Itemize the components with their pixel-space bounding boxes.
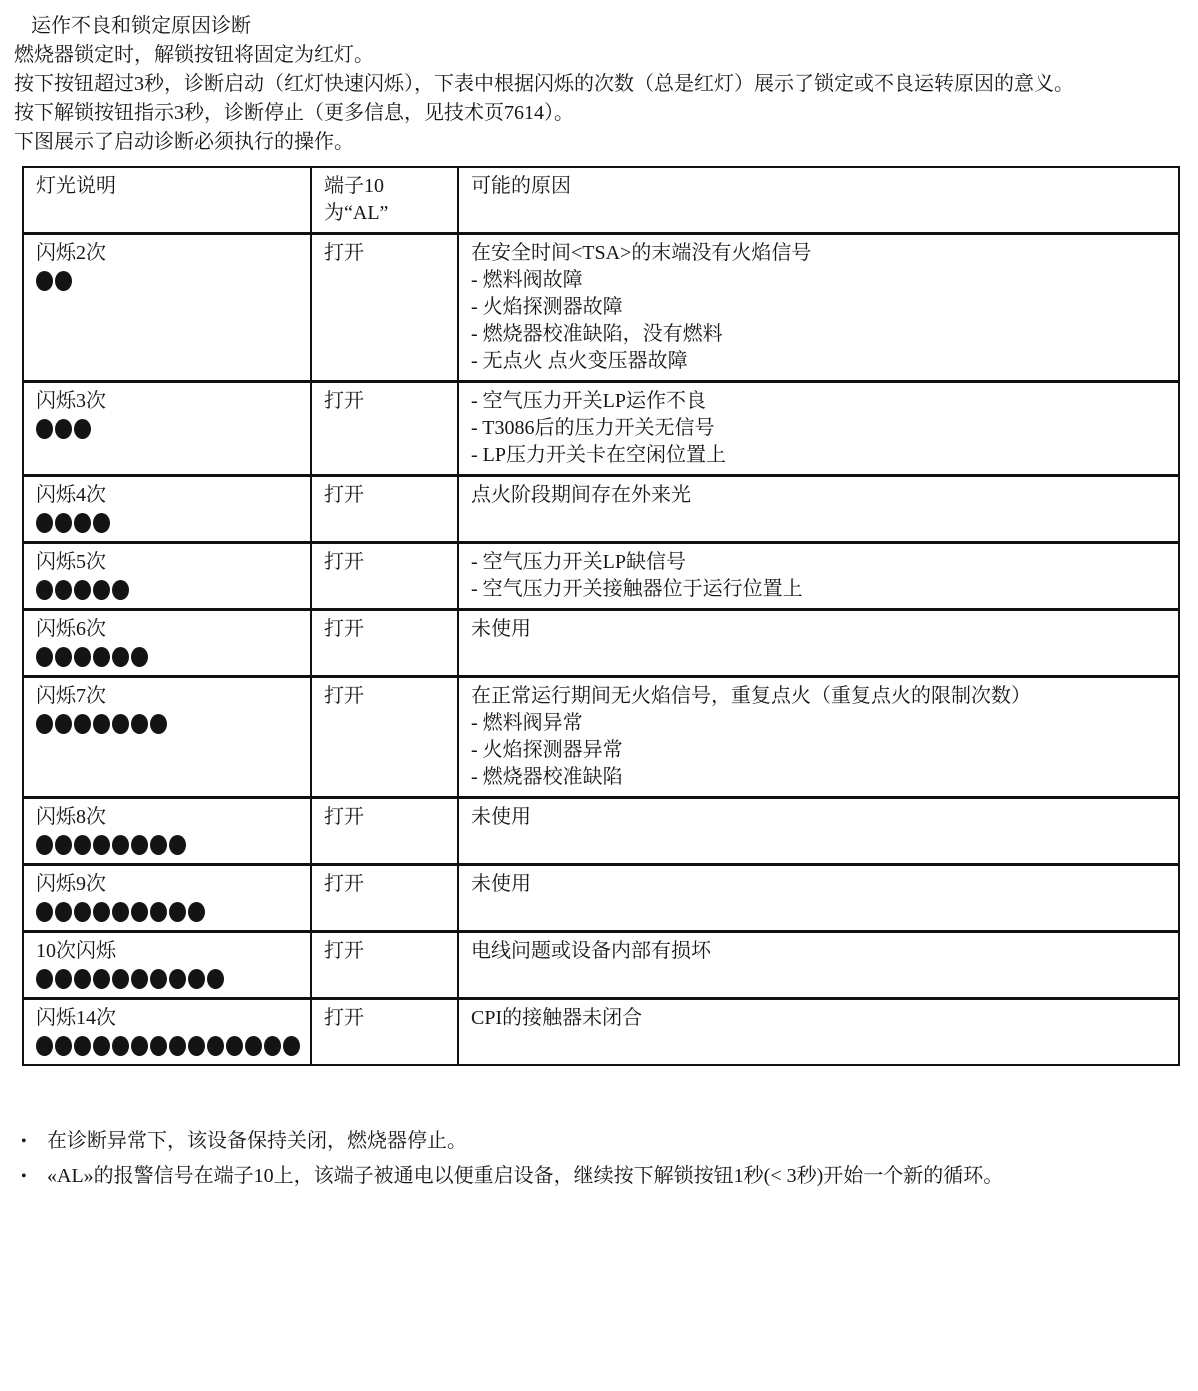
cause-line: 电线问题或设备内部有损坏: [471, 940, 711, 962]
led-dot-icon: [36, 902, 53, 922]
led-dot-icon: [112, 1036, 129, 1056]
led-dot-icon: [150, 1036, 167, 1056]
table-row: [23, 543, 1179, 610]
led-dot-icon: [93, 902, 110, 922]
led-dot-icon: [55, 969, 72, 989]
led-dot-icon: [131, 969, 148, 989]
light-description-cell: [23, 610, 311, 677]
led-dot-icon: [36, 513, 53, 533]
possible-cause-cell: [458, 610, 1179, 677]
light-description-cell: [23, 543, 311, 610]
led-dot-icon: [55, 714, 72, 734]
led-dot-icon: [112, 580, 129, 600]
led-dot-icon: [74, 969, 91, 989]
led-dot-icon: [55, 1036, 72, 1056]
led-dot-icon: [131, 647, 148, 667]
terminal-state-cell: 打开: [311, 999, 458, 1066]
light-description-cell: [23, 476, 311, 543]
possible-cause-cell: [458, 798, 1179, 865]
light-description-cell: [23, 932, 311, 999]
led-dot-icon: [36, 835, 53, 855]
light-description-cell: [23, 382, 311, 476]
terminal-state-cell: 打开: [311, 543, 458, 610]
cause-line: 未使用: [471, 873, 531, 895]
led-dot-icon: [131, 835, 148, 855]
table-row: [23, 476, 1179, 543]
header-terminal: [311, 167, 458, 234]
intro-paragraphs: [14, 41, 1180, 157]
cause-line: - 燃烧器校准缺陷: [471, 766, 623, 788]
led-dot-icon: [188, 902, 205, 922]
led-dot-icon: [74, 714, 91, 734]
blink-count-label: 闪烁3次: [36, 390, 106, 412]
table-row: [23, 798, 1179, 865]
bullet-icon: •: [21, 1133, 27, 1150]
cause-line: - 火焰探测器故障: [471, 296, 623, 318]
led-dot-icon: [112, 835, 129, 855]
led-dot-icon: [245, 1036, 262, 1056]
possible-cause-cell: [458, 543, 1179, 610]
cause-line: 在安全时间<TSA>的末端没有火焰信号: [471, 242, 812, 264]
cause-line: - 空气压力开关接触器位于运行位置上: [471, 578, 803, 600]
table-row: [23, 610, 1179, 677]
led-dot-icon: [131, 1036, 148, 1056]
led-dot-icon: [55, 835, 72, 855]
led-dot-icon: [93, 835, 110, 855]
cause-line: - 燃烧器校准缺陷，没有燃料: [471, 323, 723, 345]
footnote-item: [14, 1124, 1184, 1159]
blink-dots: [36, 965, 300, 992]
led-dot-icon: [36, 714, 53, 734]
led-dot-icon: [93, 647, 110, 667]
led-dot-icon: [112, 647, 129, 667]
terminal-state-cell: 打开: [311, 234, 458, 382]
led-dot-icon: [283, 1036, 300, 1056]
page-title: 运作不良和锁定原因诊断: [31, 15, 251, 37]
header-terminal-line2: 为“AL”: [324, 202, 389, 224]
cause-line: 在正常运行期间无火焰信号，重复点火（重复点火的限制次数）: [471, 685, 1031, 707]
cause-line: - 燃料阀异常: [471, 712, 583, 734]
table-row: [23, 999, 1179, 1066]
blink-dots: [36, 898, 300, 925]
blink-count-label: 闪烁5次: [36, 551, 106, 573]
led-dot-icon: [55, 580, 72, 600]
light-description-cell: [23, 677, 311, 798]
led-dot-icon: [74, 580, 91, 600]
blink-dots: [36, 710, 300, 737]
table-row: [23, 382, 1179, 476]
blink-count-label: 闪烁8次: [36, 806, 106, 828]
led-dot-icon: [169, 969, 186, 989]
header-possible-cause: 可能的原因: [458, 167, 1179, 234]
led-dot-icon: [93, 513, 110, 533]
blink-dots: [36, 831, 300, 858]
led-dot-icon: [36, 647, 53, 667]
cause-line: - 空气压力开关LP运作不良: [471, 390, 706, 412]
led-dot-icon: [188, 1036, 205, 1056]
table-row: [23, 932, 1179, 999]
blink-count-label: 闪烁6次: [36, 618, 106, 640]
table-row: [23, 865, 1179, 932]
led-dot-icon: [150, 714, 167, 734]
header-terminal-line1: 端子10: [324, 175, 384, 197]
possible-cause-cell: [458, 932, 1179, 999]
led-dot-icon: [74, 835, 91, 855]
led-dot-icon: [36, 419, 53, 439]
terminal-state-cell: 打开: [311, 932, 458, 999]
led-dot-icon: [226, 1036, 243, 1056]
blink-count-label: 闪烁9次: [36, 873, 106, 895]
led-dot-icon: [36, 1036, 53, 1056]
led-dot-icon: [150, 835, 167, 855]
possible-cause-cell: [458, 999, 1179, 1066]
intro-line: 燃烧器锁定时，解锁按钮将固定为红灯。: [14, 44, 374, 66]
led-dot-icon: [188, 969, 205, 989]
led-dot-icon: [93, 969, 110, 989]
blink-count-label: 闪烁4次: [36, 484, 106, 506]
led-dot-icon: [36, 580, 53, 600]
blink-count-label: 闪烁7次: [36, 685, 106, 707]
table-body: [23, 234, 1179, 1066]
table-header: [23, 167, 1179, 234]
blink-count-label: 闪烁2次: [36, 242, 106, 264]
led-dot-icon: [131, 902, 148, 922]
cause-line: CPI的接触器未闭合: [471, 1007, 643, 1029]
light-description-cell: [23, 234, 311, 382]
terminal-state-cell: 打开: [311, 476, 458, 543]
cause-line: 未使用: [471, 618, 531, 640]
possible-cause-cell: [458, 382, 1179, 476]
led-dot-icon: [74, 419, 91, 439]
led-dot-icon: [74, 902, 91, 922]
cause-line: 未使用: [471, 806, 531, 828]
cause-line: - LP压力开关卡在空闲位置上: [471, 444, 726, 466]
cause-line: - T3086后的压力开关无信号: [471, 417, 715, 439]
terminal-state-cell: 打开: [311, 677, 458, 798]
blink-count-label: 10次闪烁: [36, 940, 116, 962]
led-dot-icon: [207, 969, 224, 989]
table-row: [23, 234, 1179, 382]
header-light-description: 灯光说明: [23, 167, 311, 234]
table-header-row: [23, 167, 1179, 234]
led-dot-icon: [74, 647, 91, 667]
blink-dots: [36, 643, 300, 670]
led-dot-icon: [55, 419, 72, 439]
diagnostic-table: [22, 166, 1180, 1066]
cause-line: 点火阶段期间存在外来光: [471, 484, 691, 506]
led-dot-icon: [55, 513, 72, 533]
blink-dots: [36, 415, 300, 442]
cause-line: - 火焰探测器异常: [471, 739, 623, 761]
terminal-state-cell: 打开: [311, 865, 458, 932]
footnotes-section: [14, 1124, 1184, 1194]
footnote-text: 在诊断异常下，该设备保持关闭，燃烧器停止。: [47, 1130, 467, 1152]
terminal-state-cell: 打开: [311, 798, 458, 865]
led-dot-icon: [207, 1036, 224, 1056]
possible-cause-cell: [458, 677, 1179, 798]
possible-cause-cell: [458, 234, 1179, 382]
led-dot-icon: [93, 580, 110, 600]
bullet-icon: •: [21, 1168, 27, 1185]
light-description-cell: [23, 865, 311, 932]
blink-dots: [36, 1032, 300, 1059]
led-dot-icon: [55, 271, 72, 291]
footnote-text: «AL»的报警信号在端子10上，该端子被通电以便重启设备，继续按下解锁按钮1秒(< 3秒)开始一个新的循环。: [47, 1165, 1004, 1187]
terminal-state-cell: 打开: [311, 610, 458, 677]
intro-section: [14, 12, 1180, 157]
led-dot-icon: [112, 969, 129, 989]
footnote-item: [14, 1159, 1184, 1194]
led-dot-icon: [55, 647, 72, 667]
led-dot-icon: [93, 1036, 110, 1056]
led-dot-icon: [74, 513, 91, 533]
light-description-cell: [23, 798, 311, 865]
table-row: [23, 677, 1179, 798]
led-dot-icon: [131, 714, 148, 734]
led-dot-icon: [112, 714, 129, 734]
led-dot-icon: [169, 1036, 186, 1056]
blink-dots: [36, 576, 300, 603]
light-description-cell: [23, 999, 311, 1066]
led-dot-icon: [150, 902, 167, 922]
blink-dots: [36, 509, 300, 536]
led-dot-icon: [93, 714, 110, 734]
led-dot-icon: [36, 969, 53, 989]
led-dot-icon: [55, 902, 72, 922]
intro-line: 按下解锁按钮指示3秒，诊断停止（更多信息，见技术页7614）。: [14, 102, 574, 124]
cause-line: - 无点火 点火变压器故障: [471, 350, 688, 372]
led-dot-icon: [150, 969, 167, 989]
led-dot-icon: [169, 835, 186, 855]
possible-cause-cell: [458, 865, 1179, 932]
led-dot-icon: [264, 1036, 281, 1056]
terminal-state-cell: 打开: [311, 382, 458, 476]
led-dot-icon: [36, 271, 53, 291]
led-dot-icon: [74, 1036, 91, 1056]
blink-dots: [36, 267, 300, 294]
cause-line: - 空气压力开关LP缺信号: [471, 551, 686, 573]
led-dot-icon: [112, 902, 129, 922]
intro-line: 按下按钮超过3秒，诊断启动（红灯快速闪烁），下表中根据闪烁的次数（总是红灯）展示了锁定或不良运转原因的意义。: [14, 73, 1074, 95]
led-dot-icon: [169, 902, 186, 922]
possible-cause-cell: [458, 476, 1179, 543]
cause-line: - 燃料阀故障: [471, 269, 583, 291]
blink-count-label: 闪烁14次: [36, 1007, 116, 1029]
intro-line: 下图展示了启动诊断必须执行的操作。: [14, 131, 354, 153]
